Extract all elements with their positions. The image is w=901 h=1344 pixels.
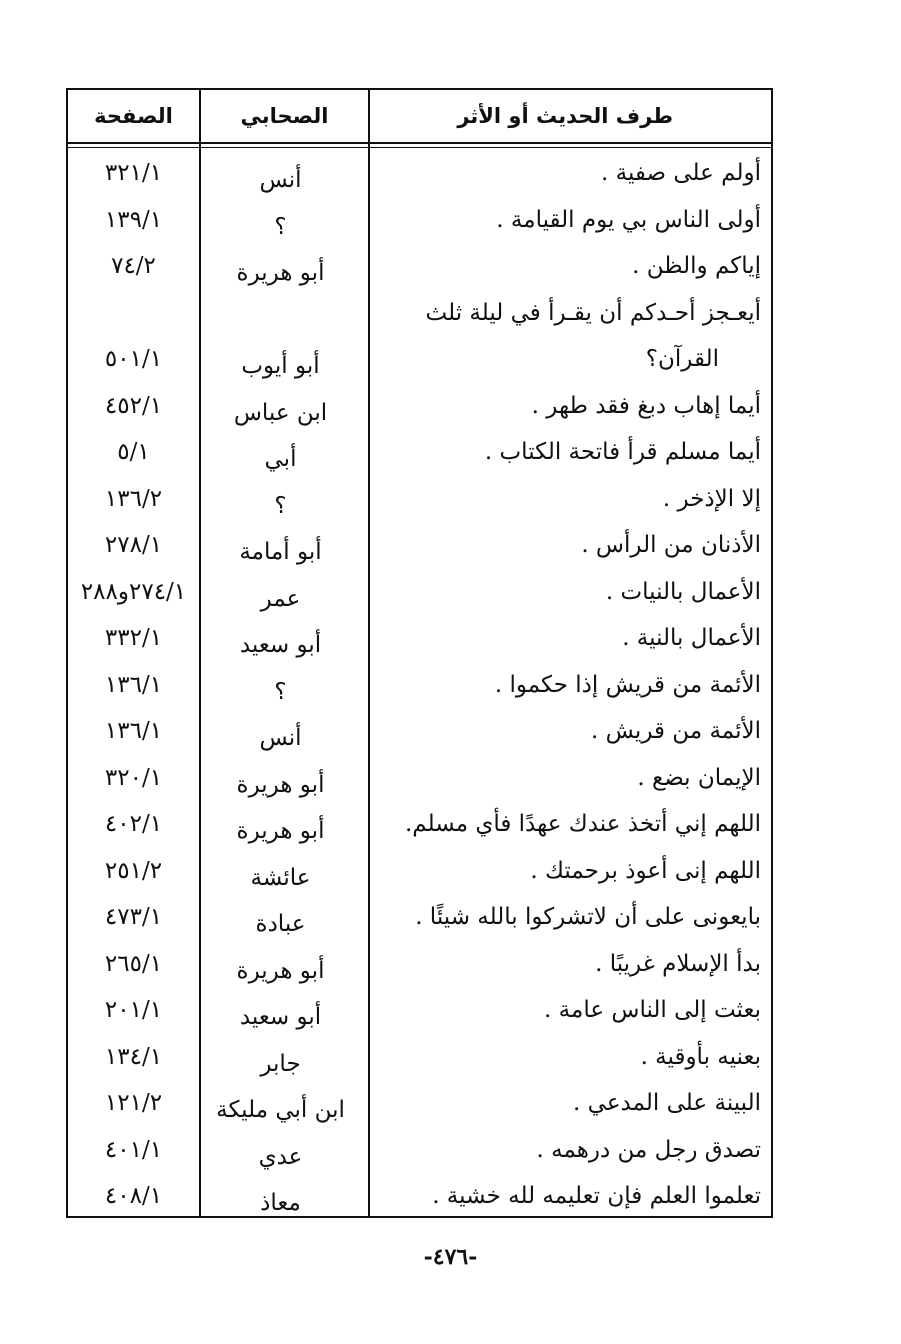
hadith-cell: أولم على صفية . (600, 160, 761, 187)
companion-cell: ؟ (274, 213, 287, 240)
companion-cell: جابر (260, 1050, 301, 1077)
companion-cell: أبو سعيد (239, 632, 322, 659)
table-row (68, 987, 771, 1034)
header-companion: الصحابي (240, 104, 329, 128)
page-cell: ١٣٦/١ (104, 671, 163, 698)
table-row (68, 801, 771, 848)
table-body (68, 150, 771, 1220)
hadith-cell: الأذنان من الرأس . (581, 532, 761, 559)
companion-cell: عبادة (255, 911, 306, 938)
page-cell: ١٢١/٢ (104, 1090, 163, 1117)
header-hadith: طرف الحديث أو الأثر (457, 104, 673, 128)
page-cell: ٢٦٥/١ (104, 950, 163, 977)
page-cell: ٢٠١/١ (104, 997, 163, 1024)
index-table (66, 88, 773, 1218)
table-row (68, 383, 771, 430)
hadith-cell (365, 290, 771, 383)
page-cell: ١٣٦/٢ (104, 485, 163, 512)
table-row (68, 708, 771, 755)
companion-cell: أبو أيوب (241, 353, 320, 379)
hadith-cell: البينة على المدعي . (573, 1090, 761, 1117)
page-cell: ٤٠١/١ (104, 1136, 163, 1163)
companion-cell: ؟ (274, 678, 287, 705)
hadith-cell: الأعمال بالنيات . (605, 578, 761, 605)
hadith-cell: بعثت إلى الناس عامة . (544, 997, 761, 1024)
hadith-cell: بعنيه بأوقية . (640, 1043, 761, 1070)
page-cell: ٢٧٤/١و٢٨٨ (80, 578, 187, 605)
page-cell: ٤٠٨/١ (104, 1183, 163, 1210)
hadith-cell: الأئمة من قريش . (590, 718, 761, 745)
companion-cell: أبو هريرة (236, 260, 325, 287)
page-number: -٤٧٦- (423, 1244, 478, 1270)
companion-cell: عمر (260, 585, 301, 612)
companion-cell: أنس (259, 725, 302, 752)
table-row (68, 290, 771, 383)
page-cell: ٥٠١/١ (104, 346, 163, 372)
hadith-cell: تعلموا العلم فإن تعليمه لله خشية . (432, 1183, 761, 1210)
header-rule-double (68, 147, 771, 148)
table-row (68, 1034, 771, 1081)
page-cell: ٧٤/٢ (111, 253, 156, 280)
companion-cell: أبو أمامة (239, 539, 322, 566)
page-cell: ٤٠٢/١ (104, 811, 163, 838)
page-cell: ١٣٩/١ (104, 206, 163, 233)
table-row (68, 848, 771, 895)
companion-cell: أبو هريرة (236, 771, 325, 798)
hadith-cell: الأعمال بالنية . (622, 625, 761, 652)
companion-cell: عائشة (250, 864, 311, 891)
companion-cell: ؟ (274, 492, 287, 519)
companion-cell: أبو سعيد (239, 1004, 322, 1031)
page-cell: ٣٢١/١ (104, 160, 163, 187)
header-page: الصفحة (94, 104, 173, 128)
page-cell: ٢٧٨/١ (104, 532, 163, 559)
table-row (68, 1127, 771, 1174)
hadith-cell: بايعونى على أن لاتشركوا بالله شيئًا . (415, 904, 761, 931)
hadith-cell: أيما إهاب دبغ فقد طهر . (531, 392, 761, 419)
page-cell: ٣٣٢/١ (104, 625, 163, 652)
table-row (68, 1173, 771, 1220)
page-cell: ١٣٤/١ (104, 1043, 163, 1070)
table-row (68, 1080, 771, 1127)
hadith-cell: الأئمة من قريش إذا حكموا . (494, 671, 761, 698)
table-row (68, 150, 771, 197)
page-cell: ٤٥٢/١ (104, 392, 163, 419)
page-cell: ٣٢٠/١ (104, 764, 163, 791)
companion-cell: ابن أبي مليكة (216, 1097, 345, 1124)
page-cell: ٥/١ (117, 439, 150, 466)
companion-cell: أبي (264, 446, 297, 473)
table-row (68, 243, 771, 290)
table-row (68, 197, 771, 244)
hadith-cell: إلا الإذخر . (662, 485, 761, 512)
hadith-cell: بدأ الإسلام غريبًا . (595, 950, 761, 977)
hadith-line-1: أيعـجز أحـدكم أن يقـرأ في ليلة ثلث (425, 300, 761, 326)
table-row (68, 429, 771, 476)
table-row (68, 755, 771, 802)
page-cell: ٢٥١/٢ (104, 857, 163, 884)
companion-cell: أبو هريرة (236, 818, 325, 845)
table-row (68, 476, 771, 523)
companion-cell: معاذ (260, 1190, 301, 1217)
table-row (68, 569, 771, 616)
page-cell: ١٣٦/١ (104, 718, 163, 745)
hadith-cell: اللهم إنى أعوذ برحمتك . (530, 857, 761, 884)
hadith-cell: اللهم إني أتخذ عندك عهدًا فأي مسلم. (404, 811, 761, 838)
table-row (68, 615, 771, 662)
companion-cell: عدي (258, 1143, 303, 1170)
companion-cell: أنس (259, 167, 302, 194)
hadith-cell: إياكم والظن . (632, 253, 761, 280)
hadith-cell: أيما مسلم قرأ فاتحة الكتاب . (484, 439, 761, 466)
companion-cell: أبو هريرة (236, 957, 325, 984)
page-cell: ٤٧٣/١ (104, 904, 163, 931)
hadith-cell: أولى الناس بي يوم القيامة . (496, 206, 761, 233)
hadith-cell: تصدق رجل من درهمه . (536, 1136, 761, 1163)
table-row (68, 522, 771, 569)
table-row (68, 894, 771, 941)
hadith-cell: الإيمان بضع . (637, 764, 761, 791)
companion-cell: ابن عباس (233, 399, 328, 426)
header-rule (68, 142, 771, 144)
hadith-line-2: القرآن؟ (645, 346, 719, 372)
table-row (68, 662, 771, 709)
table-row (68, 941, 771, 988)
